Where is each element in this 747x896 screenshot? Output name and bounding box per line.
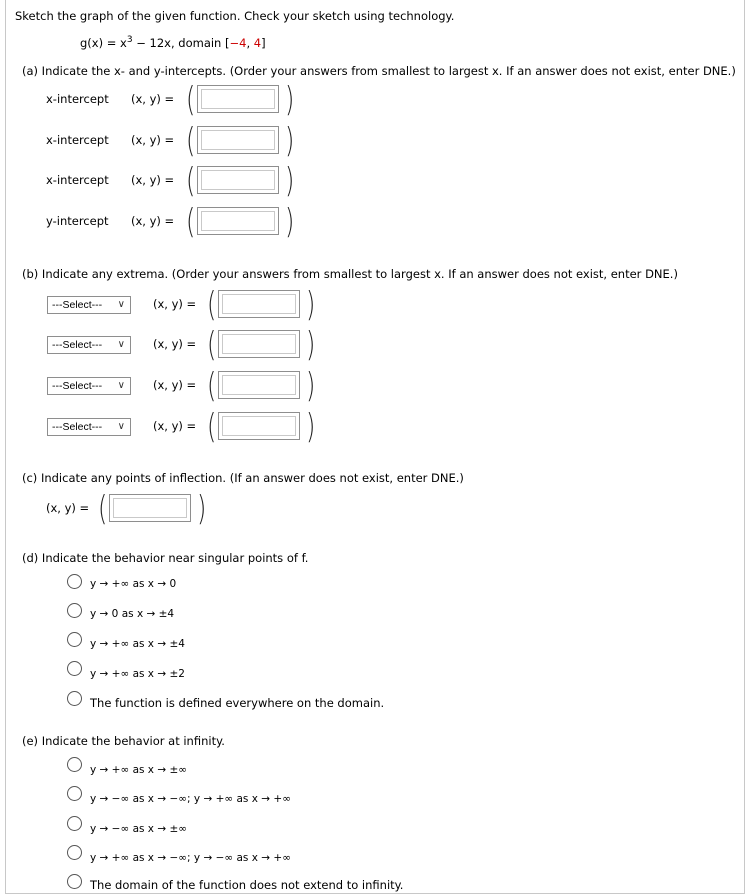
x-intercept-2-input[interactable] [197, 126, 279, 154]
domain-start: −4 [229, 35, 247, 50]
domain-comma: , [246, 35, 254, 50]
part-c-heading: (c) Indicate any points of inflection. (If an answer does not exist, enter DNE.) [22, 471, 464, 485]
radio-button[interactable] [67, 691, 82, 706]
function-rest: − 12x, domain [ [132, 35, 230, 50]
open-paren: ( [207, 325, 217, 365]
xy-equals: (x, y) = [131, 173, 175, 187]
option-label: The function is defined everywhere on the domain. [90, 696, 385, 710]
y-intercept-input[interactable] [197, 207, 279, 235]
instruction-text: Sketch the graph of the given function. Check your sketch using technology. [15, 9, 455, 23]
chevron-down-icon: ∨ [117, 421, 125, 432]
option-label: y → +∞ as x → ±∞ [90, 764, 188, 776]
select-value: ---Select--- [52, 299, 103, 311]
option-label: The domain of the function does not extend to infinity. [90, 878, 404, 892]
radio-button[interactable] [67, 757, 82, 772]
function-lhs: g(x) = x [80, 35, 127, 50]
inflection-point-input[interactable] [109, 494, 191, 522]
close-paren: ) [285, 80, 295, 120]
close-paren: ) [306, 325, 316, 365]
function-definition [80, 35, 266, 50]
xy-equals: (x, y) = [153, 337, 197, 351]
radio-button[interactable] [67, 874, 82, 889]
open-paren: ( [207, 407, 217, 447]
option-label: y → +∞ as x → −∞; y → −∞ as x → +∞ [90, 852, 291, 864]
open-paren: ( [98, 489, 108, 529]
part-a-heading: (a) Indicate the x- and y-intercepts. (Order your answers from smallest to largest x. If an answer does not exist, enter DNE.) [22, 64, 736, 78]
open-paren: ( [207, 285, 217, 325]
x-intercept-3-input[interactable] [197, 166, 279, 194]
close-paren: ) [285, 202, 295, 242]
intercept-label: x-intercept [46, 173, 109, 187]
radio-button[interactable] [67, 603, 82, 618]
problem-frame [5, 0, 745, 894]
function-exponent: 3 [126, 35, 133, 45]
open-paren: ( [186, 161, 196, 201]
radio-button[interactable] [67, 574, 82, 589]
extremum-1-input[interactable] [218, 290, 300, 318]
extremum-3-input[interactable] [218, 371, 300, 399]
close-paren: ) [306, 366, 316, 406]
open-paren: ( [207, 366, 217, 406]
open-paren: ( [186, 80, 196, 120]
chevron-down-icon: ∨ [117, 339, 125, 350]
extremum-type-select[interactable] [47, 336, 131, 354]
xy-equals: (x, y) = [153, 419, 197, 433]
option-label: y → −∞ as x → −∞; y → +∞ as x → +∞ [90, 793, 291, 805]
select-value: ---Select--- [52, 421, 103, 433]
option-label: y → −∞ as x → ±∞ [90, 823, 188, 835]
part-b-heading: (b) Indicate any extrema. (Order your answers from smallest to largest x. If an answer does not exist, enter DNE.) [22, 267, 678, 281]
intercept-label: x-intercept [46, 92, 109, 106]
xy-equals: (x, y) = [131, 92, 175, 106]
option-label: y → +∞ as x → ±4 [90, 638, 185, 650]
domain-end: 4 [253, 35, 262, 50]
chevron-down-icon: ∨ [117, 299, 125, 310]
radio-button[interactable] [67, 632, 82, 647]
extremum-type-select[interactable] [47, 418, 131, 436]
option-label: y → +∞ as x → ±2 [90, 668, 185, 680]
intercept-label: x-intercept [46, 133, 109, 147]
radio-button[interactable] [67, 845, 82, 860]
extremum-type-select[interactable] [47, 377, 131, 395]
radio-button[interactable] [67, 816, 82, 831]
part-d-heading: (d) Indicate the behavior near singular points of f. [22, 551, 309, 565]
option-label: y → 0 as x → ±4 [90, 608, 175, 620]
close-paren: ) [285, 161, 295, 201]
radio-button[interactable] [67, 786, 82, 801]
xy-equals: (x, y) = [131, 133, 175, 147]
close-paren: ) [306, 407, 316, 447]
open-paren: ( [186, 121, 196, 161]
close-paren: ) [197, 489, 207, 529]
domain-close: ] [261, 35, 266, 50]
select-value: ---Select--- [52, 380, 103, 392]
part-e-heading: (e) Indicate the behavior at infinity. [22, 734, 225, 748]
radio-button[interactable] [67, 661, 82, 676]
xy-equals: (x, y) = [46, 501, 90, 515]
extremum-2-input[interactable] [218, 330, 300, 358]
select-value: ---Select--- [52, 339, 103, 351]
close-paren: ) [285, 121, 295, 161]
xy-equals: (x, y) = [153, 297, 197, 311]
x-intercept-1-input[interactable] [197, 85, 279, 113]
xy-equals: (x, y) = [153, 378, 197, 392]
extremum-4-input[interactable] [218, 412, 300, 440]
xy-equals: (x, y) = [131, 214, 175, 228]
option-label: y → +∞ as x → 0 [90, 578, 177, 590]
extremum-type-select[interactable] [47, 296, 131, 314]
open-paren: ( [186, 202, 196, 242]
close-paren: ) [306, 285, 316, 325]
chevron-down-icon: ∨ [117, 380, 125, 391]
intercept-label: y-intercept [46, 214, 109, 228]
